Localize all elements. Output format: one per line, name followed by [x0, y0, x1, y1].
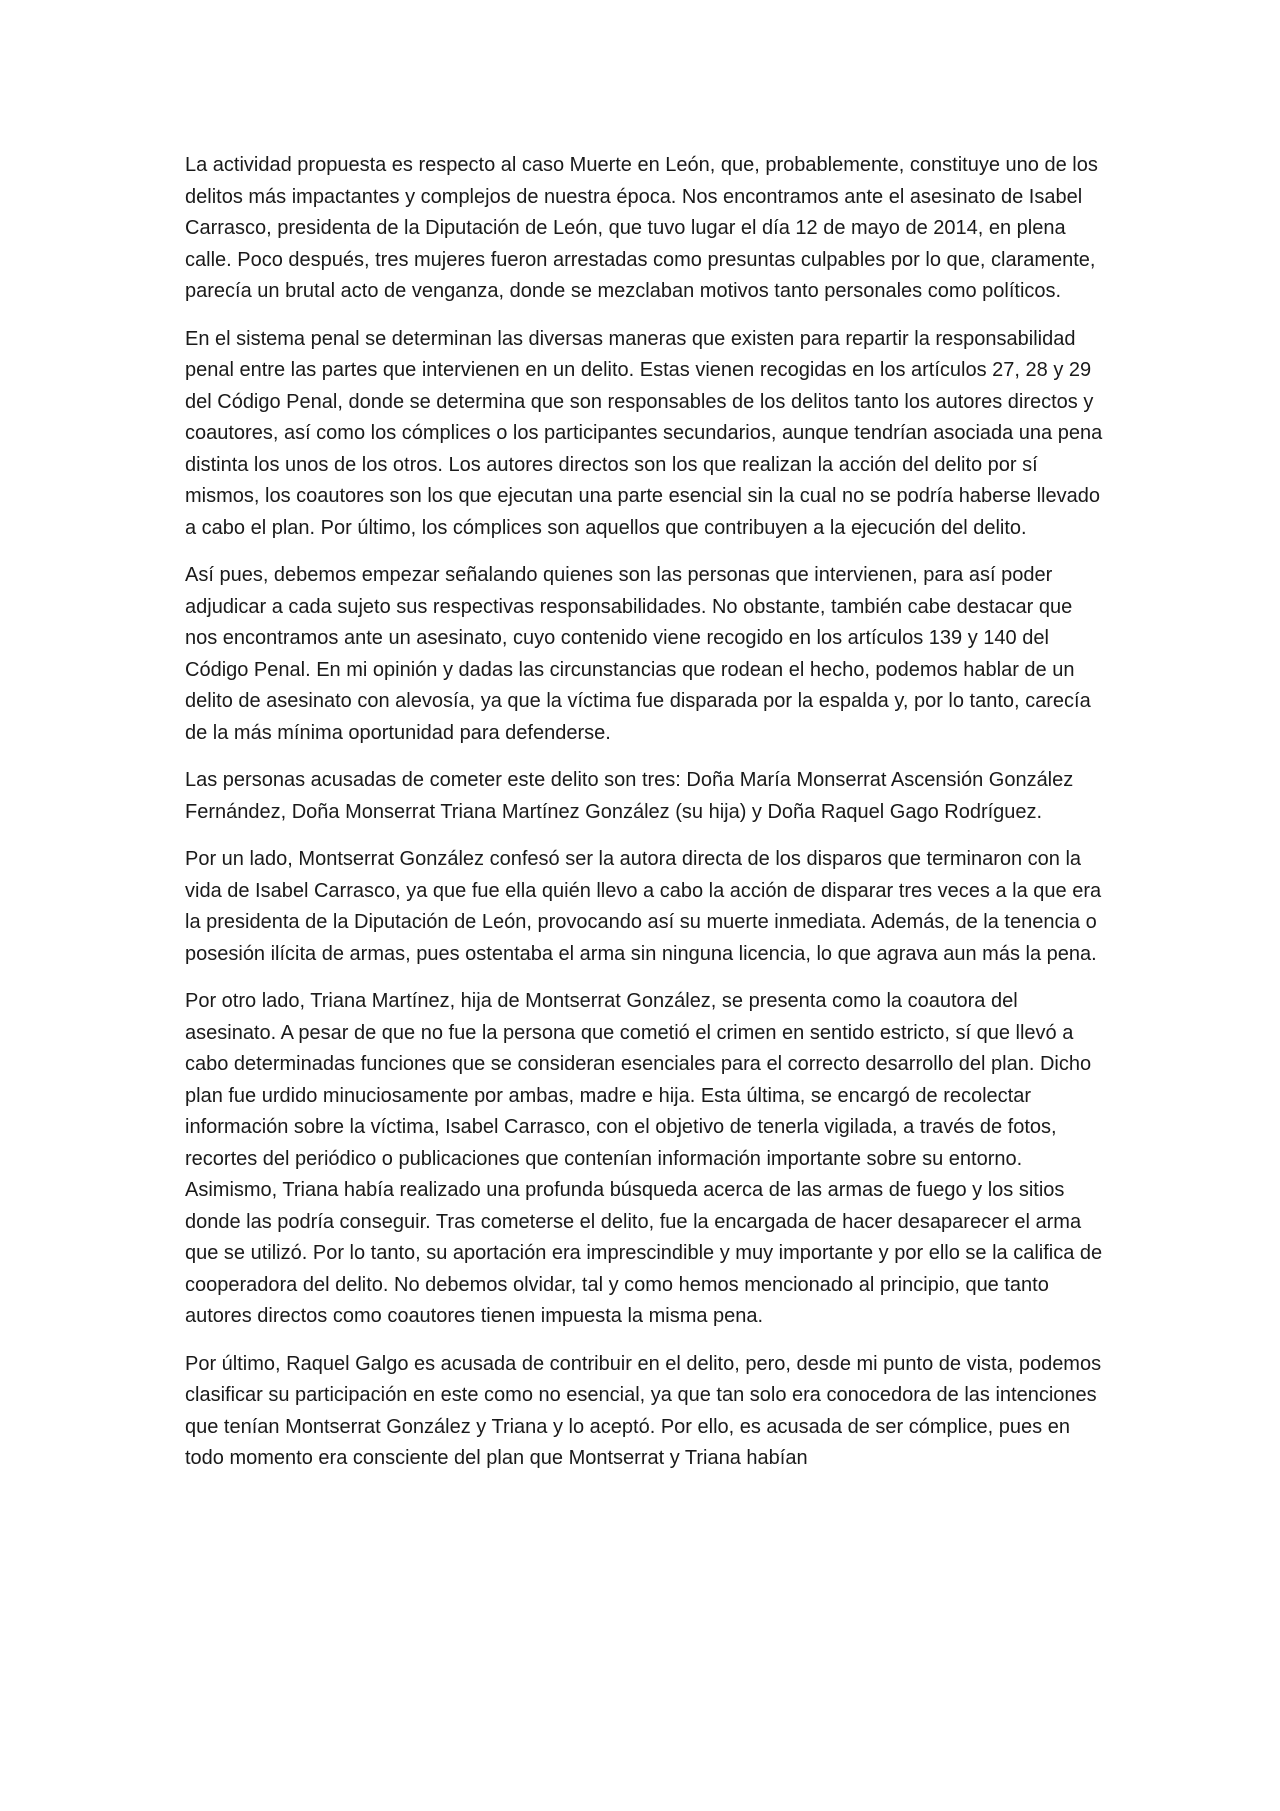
paragraph-7: Por último, Raquel Galgo es acusada de contribuir en el delito, pero, desde mi punto de vista, podemos clasificar su participación en este como no esencial, ya que tan solo era conocedora de las intenciones que tenían Montserrat González y Triana y lo aceptó. Por ello, es acusada de ser cómplice, pues en todo momento era consciente del plan que Montserrat y Triana habían [185, 1352, 1102, 1469]
document-body [185, 150, 1105, 1491]
paragraph-2: En el sistema penal se determinan las diversas maneras que existen para repartir la responsabilidad penal entre las partes que intervienen en un delito. Estas vienen recogidas en los artículos 27, 28 y 29 del Código Penal, donde se determina que son responsables de los delitos tanto los autores directos y coautores, así como los cómplices o los participantes secundarios, aunque tendrían asociada una pena distinta los unos de los otros. Los autores directos son los que realizan la acción del delito por sí mismos, los coautores son los que ejecutan una parte esencial sin la cual no se podría haberse llevado a cabo el plan. Por último, los cómplices son aquellos que contribuyen a la ejecución del delito. [185, 327, 1103, 539]
paragraph-6: Por otro lado, Triana Martínez, hija de Montserrat González, se presenta como la coautora del asesinato. A pesar de que no fue la persona que cometió el crimen en sentido estricto, sí que llevó a cabo determinadas funciones que se consideran esenciales para el correcto desarrollo del plan. Dicho plan fue urdido minuciosamente por ambas, madre e hija. Esta última, se encargó de recolectar información sobre la víctima, Isabel Carrasco, con el objetivo de tenerla vigilada, a través de fotos, recortes del periódico o publicaciones que contenían información importante sobre su entorno. Asimismo, Triana había realizado una profunda búsqueda acerca de las armas de fuego y los sitios donde las podría conseguir. Tras cometerse el delito, fue la encargada de hacer desaparecer el arma que se utilizó. Por lo tanto, su aportación era imprescindible y muy importante y por ello se la califica de cooperadora del delito. No debemos olvidar, tal y como hemos mencionado al principio, que tanto autores directos como coautores tienen impuesta la misma pena. [185, 990, 1103, 1327]
paragraph-5: Por un lado, Montserrat González confesó ser la autora directa de los disparos que terminaron con la vida de Isabel Carrasco, ya que fue ella quién llevo a cabo la acción de disparar tres veces a la que era la presidenta de la Diputación de León, provocando así su muerte inmediata. Además, de la tenencia o posesión ilícita de armas, pues ostentaba el arma sin ninguna licencia, lo que agrava aun más la pena. [185, 848, 1102, 965]
paragraph-3: Así pues, debemos empezar señalando quienes son las personas que intervienen, para así poder adjudicar a cada sujeto sus respectivas responsabilidades. No obstante, también cabe destacar que nos encontramos ante un asesinato, cuyo contenido viene recogido en los artículos 139 y 140 del Código Penal. En mi opinión y dadas las circunstancias que rodean el hecho, podemos hablar de un delito de asesinato con alevosía, ya que la víctima fue disparada por la espalda y, por lo tanto, carecía de la más mínima oportunidad para defenderse. [185, 564, 1091, 744]
paragraph-4: Las personas acusadas de cometer este delito son tres: Doña María Monserrat Ascensión González Fernández, Doña Monserrat Triana Martínez González (su hija) y Doña Raquel Gago Rodríguez. [185, 769, 1074, 823]
paragraph-1: La actividad propuesta es respecto al caso Muerte en León, que, probablemente, constituye uno de los delitos más impactantes y complejos de nuestra época. Nos encontramos ante el asesinato de Isabel Carrasco, presidenta de la Diputación de León, que tuvo lugar el día 12 de mayo de 2014, en plena calle. Poco después, tres mujeres fueron arrestadas como presuntas culpables por lo que, claramente, parecía un brutal acto de venganza, donde se mezclaban motivos tanto personales como políticos. [185, 154, 1098, 302]
